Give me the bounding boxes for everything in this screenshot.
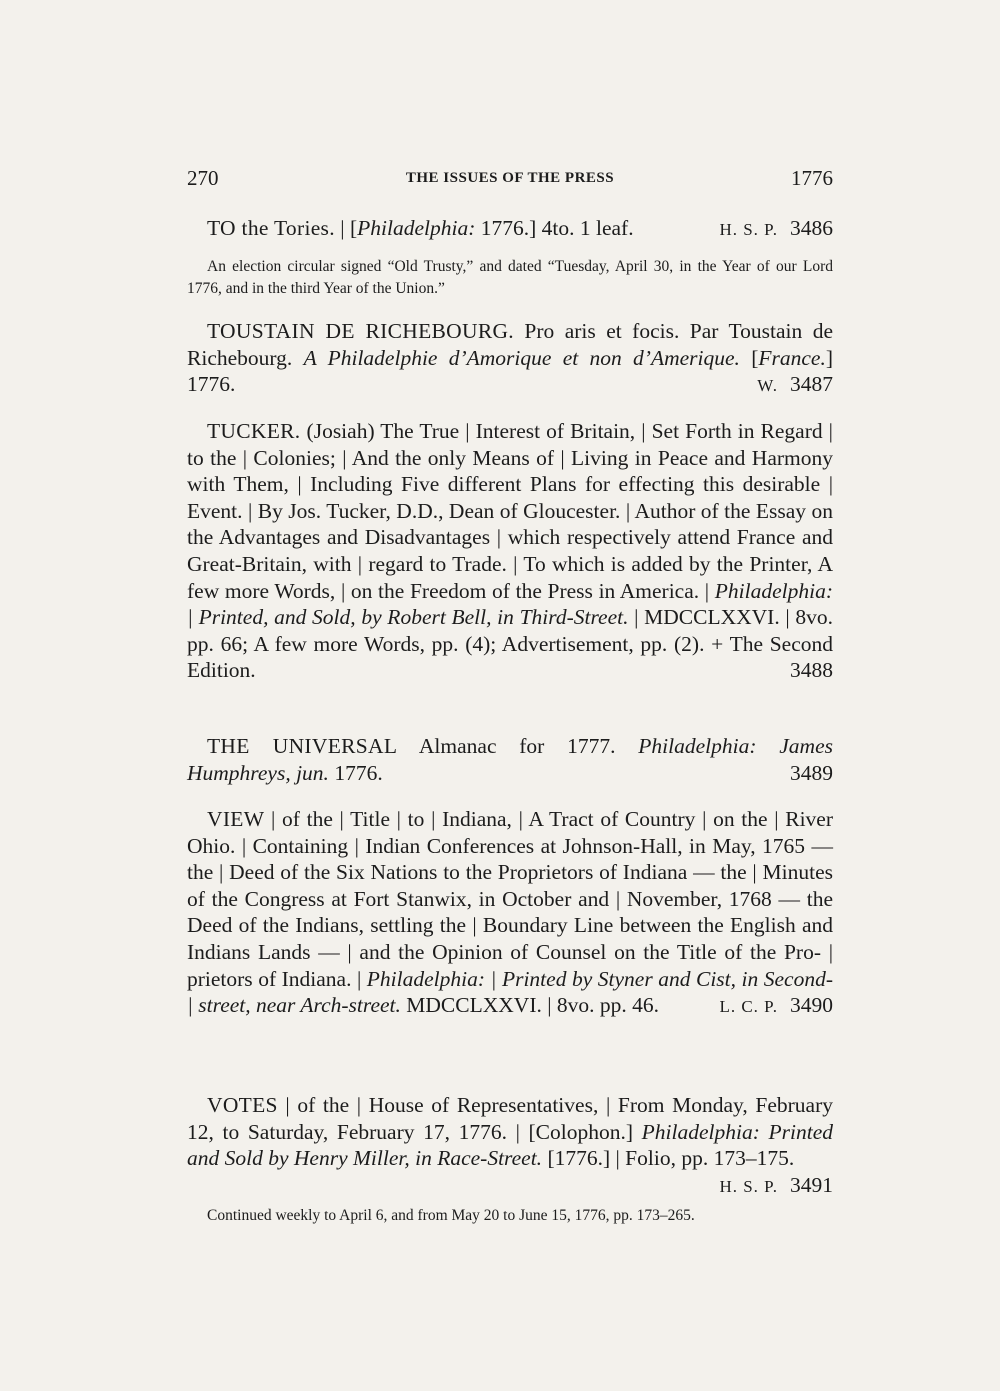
entry-location: L. C. P. [719,997,778,1017]
entry-location: H. S. P. [719,1176,778,1196]
entry-3489 [187,733,833,786]
entry-text: [1776.] | Folio, pp. 173–175. [542,1146,795,1171]
entry-lead: TO the Tories. [207,216,335,240]
entry-italic: Philadelphia: James Humphreys, jun. [187,734,833,785]
entry-3490 [187,806,833,1021]
running-head [187,166,833,196]
entry-3487 [187,318,833,400]
entry-italic: Philadelphia: Printed and Sold by Henry Miller, in Race-Street. [187,1119,833,1171]
entry-3491 [187,1092,833,1200]
entry-lead: TOUSTAIN DE RICHEBOURG. [207,319,514,343]
entry-note: An election circular signed “Old Trusty,” and dated “Tuesday, April 30, in the Year of our Lord 1776, and in the third Year of the Union.” [187,258,833,297]
running-title: THE ISSUES OF THE PRESS [405,170,615,186]
entry-number: 3487 [790,372,833,397]
entry-text: MDCCLXXVI. | 8vo. pp. 46. [400,993,660,1018]
entry-text: | of the | House of Representatives, | From Monday, February 12, to Saturday, February 17, 1776. | [Colophon.] [187,1093,833,1144]
entry-text: 1776.] 4to. 1 leaf. [475,216,634,240]
entry-lead: VOTES [207,1093,278,1117]
entry-lead: TUCKER. [207,419,301,443]
page-number: 270 [187,166,219,190]
entry-text: Pro aris et focis. Par Toustain de Richebourg. [187,319,833,370]
entry-lead: THE UNIVERSAL [207,734,398,758]
entry-number: 3489 [790,760,833,785]
entry-note: Continued weekly to April 6, and from May 20 to June 15, 1776, pp. 173–265. [207,1207,695,1224]
entry-3488 [187,418,833,684]
entry-italic: Philadelphia: | Printed, and Sold, by Robert Bell, in Third-Street. [187,578,833,630]
entry-italic: Philadelphia: [357,216,476,240]
running-year: 1776 [791,166,833,190]
entry-number: 3486 [790,216,833,240]
entry-text: | MDCCLXXVI. | 8vo. pp. 66; A few more Words, pp. (4); Advertisement, pp. (2). + The Second Edition. [187,605,833,683]
entry-text: Almanac for 1777. [397,734,639,758]
entry-number: 3488 [790,658,833,683]
entry-text: 1776. [328,760,383,785]
entry-location: H. S. P. [719,220,778,239]
entry-italic: France. [758,345,826,370]
entry-italic: Philadelphia: | Printed by Styner and Cist, in Second- | street, near Arch-street. [187,966,833,1018]
entry-number: 3491 [790,1172,833,1197]
entry-location: W. [757,376,778,396]
entry-text: | of the | Title | to | Indiana, | A Tract of Country | on the | River Ohio. | Containing | Indian Conferences at Johnson-Hall, in May, 1765 — the | Deed of the Six Nations to the Proprietors of Indiana — the | Minutes of the Congress at Fort Stanwix, in October and | November, 1768 — the Deed of the Indians, settling the | Boundary Line between the English and Indians Lands — | and the Opinion of Counsel on the Title of the Pro- | prietors of Indiana. | [187,807,833,991]
entry-number: 3490 [790,993,833,1018]
entry-text: [ [739,345,759,370]
entry-text: ] 1776. [187,345,833,397]
entry-3486 [187,215,833,244]
entry-text: (Josiah) The True | Interest of Britain, | Set Forth in Regard | to the | Colonies; | And the only Means of | Living in Peace and Harmony with Them, | Including Five different Plans for effecting this desirable | Event. | By Jos. Tucker, D.D., Dean of Gloucester. | Author of the Essay on the Advantages and Disadvantages | which respectively attend France and Great-Britain, with | regard to Trade. | To which is added by the Printer, A few more Words, | on the Freedom of the Press in America. | [187,419,833,603]
entry-text: | [ [334,216,358,240]
entry-lead: VIEW [207,807,265,831]
entry-italic: A Philadelphie d’Amorique et non d’Amerique. [303,345,740,370]
